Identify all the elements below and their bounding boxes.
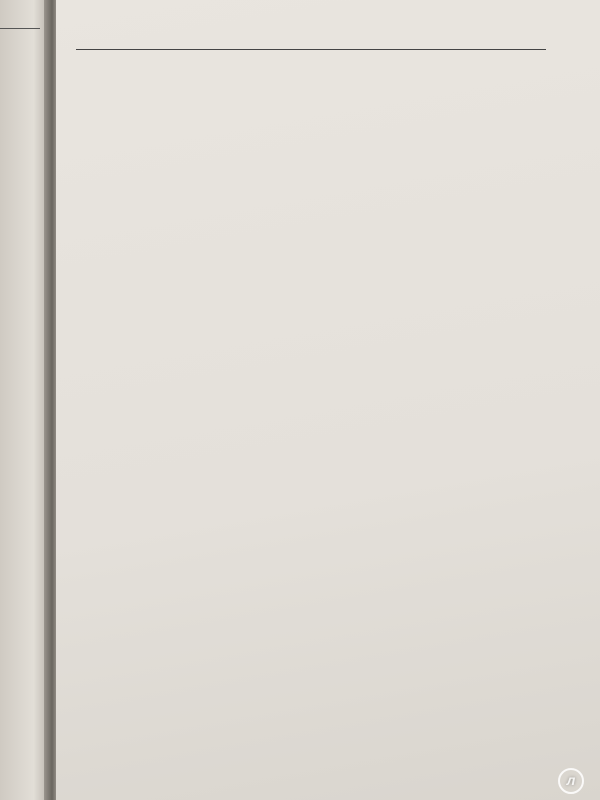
previous-page-strip [0, 0, 48, 800]
left-header-rule [0, 28, 40, 29]
toc-page [56, 0, 600, 800]
labirint-watermark [558, 768, 588, 794]
labirint-logo-icon: л [558, 768, 584, 794]
toc-content [76, 47, 548, 51]
